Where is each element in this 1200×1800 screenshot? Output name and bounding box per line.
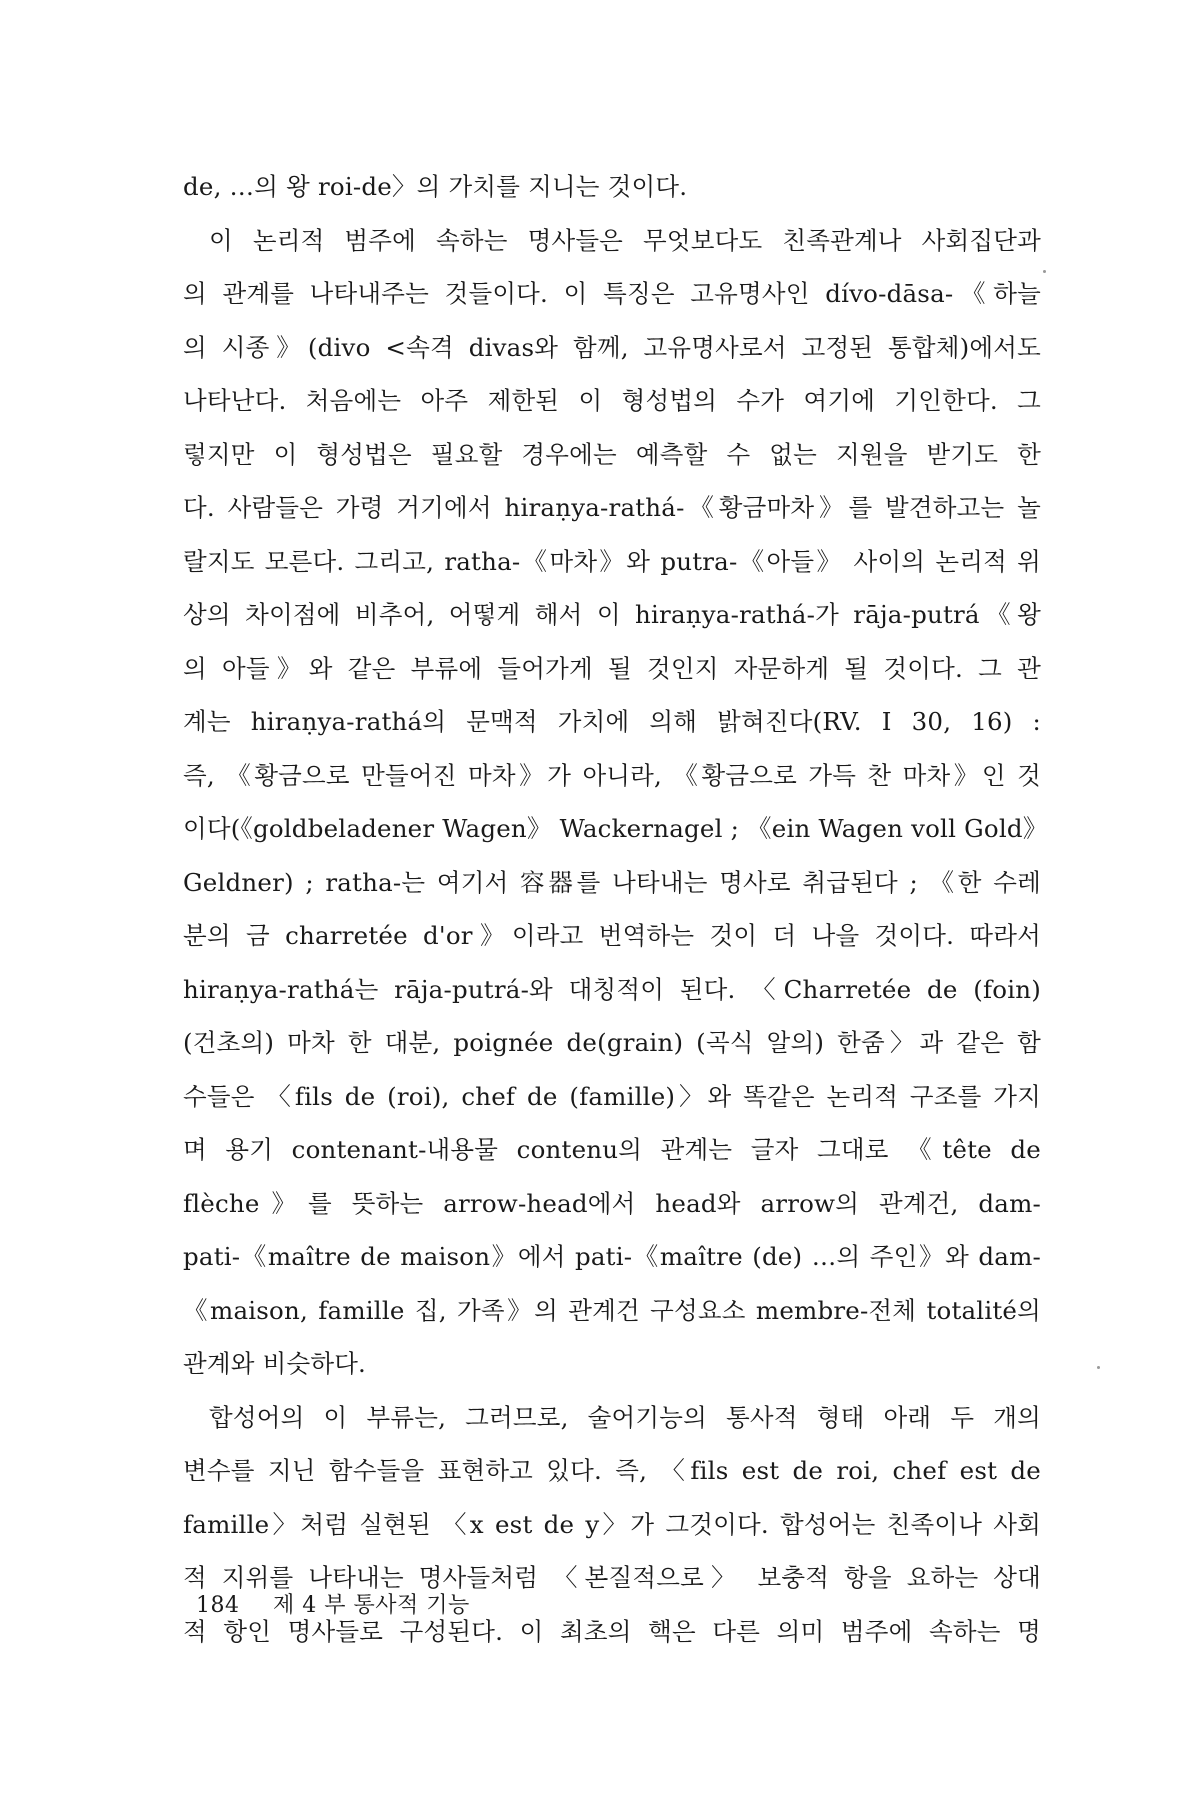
body-text [183, 160, 1048, 1658]
text-line: 수들은 〈fils de (roi), chef de (famille)〉와 똑같은 논리적 구조를 가지 [183, 1081, 1041, 1111]
text-line: 계는 hiraṇya-rathá의 문맥적 가치에 의해 밝혀진다(RV. I 30, 16) : [183, 707, 1041, 736]
text-line: 합성어의 이 부류는, 그러므로, 술어기능의 통사적 형태 아래 두 개의 [209, 1402, 1041, 1432]
text-line: 이 논리적 범주에 속하는 명사들은 무엇보다도 친족관계나 사회집단과 [209, 225, 1041, 255]
text-line: 다. 사람들은 가령 거기에서 hiraṇya-rathá-《황금마차》를 발견하고는 놀 [183, 493, 1041, 522]
text-line: 렇지만 이 형성법은 필요할 경우에는 예측할 수 없는 지원을 받기도 한 [183, 439, 1041, 469]
text-line: (건초의) 마차 한 대분, poignée de(grain) (곡식 알의) 한줌〉과 같은 함 [183, 1028, 1041, 1057]
text-line: de, …의 왕 roi-de〉의 가치를 지니는 것이다. [183, 172, 688, 201]
text-line: 즉, 《황금으로 만들어진 마차》가 아니라, 《황금으로 가득 찬 마차》인 것 [183, 760, 1041, 790]
text-line: 의 관계를 나타내주는 것들이다. 이 특징은 고유명사인 dívo-dāsa-《하늘 [183, 279, 1041, 308]
text-line: 적 항인 명사들로 구성된다. 이 최초의 핵은 다른 의미 범주에 속하는 명 [183, 1616, 1041, 1646]
text-line: famille〉처럼 실현된 〈x est de y〉가 그것이다. 합성어는 친족이나 사회 [183, 1509, 1041, 1539]
text-line: 적 지위를 나타내는 명사들처럼 〈본질적으로〉 보충적 항을 요하는 상대 [183, 1563, 1041, 1592]
text-line: 랄지도 모른다. 그리고, ratha-《마차》와 putra-《아들》 사이의 논리적 위 [183, 546, 1041, 576]
text-line: Geldner) ; ratha-는 여기서 容器를 나타내는 명사로 취급된다 ; 《한 수레 [183, 867, 1041, 897]
text-line: 관계와 비슷하다. [183, 1349, 367, 1378]
scan-speck [1097, 1366, 1100, 1369]
text-line: 나타난다. 처음에는 아주 제한된 이 형성법의 수가 여기에 기인한다. 그 [183, 386, 1041, 415]
text-line: flèche》를 뜻하는 arrow-head에서 head와 arrow의 관계건, dam- [183, 1188, 1041, 1218]
scan-speck [1043, 270, 1046, 273]
text-line: pati-《maître de maison》에서 pati-《maître (de) …의 주인》와 dam- [183, 1242, 1041, 1271]
text-line: hiraṇya-rathá는 rāja-putrá-와 대칭적이 된다. 〈Charretée de (foin) [183, 974, 1041, 1004]
text-line: 이다(《goldbeladener Wagen》 Wackernagel ; 《ein Wagen voll Gold》 [183, 814, 1048, 843]
text-line: 《maison, famille 집, 가족》의 관계건 구성요소 membre-전체 totalité의 [183, 1295, 1041, 1325]
text-line: 의 시종》(divo <속격 divas와 함께, 고유명사로서 고정된 통합체)에서도 [183, 332, 1041, 362]
page-number: 184 [196, 1593, 240, 1618]
text-line: 변수를 지닌 함수들을 표현하고 있다. 즉, 〈fils est de roi, chef est de [183, 1456, 1041, 1485]
section-title: 제 4 부 통사적 기능 [273, 1593, 470, 1618]
text-line: 분의 금 charretée d'or》이라고 번역하는 것이 더 나을 것이다. 따라서 [183, 921, 1041, 950]
text-line: 며 용기 contenant-내용물 contenu의 관계는 글자 그대로 《tête de [183, 1135, 1041, 1164]
page-footer [196, 1588, 470, 1619]
text-line: 상의 차이점에 비추어, 어떻게 해서 이 hiraṇya-rathá-가 rāja-putrá《왕 [183, 600, 1041, 629]
text-line: 의 아들》와 같은 부류에 들어가게 될 것인지 자문하게 될 것이다. 그 관 [183, 653, 1041, 683]
